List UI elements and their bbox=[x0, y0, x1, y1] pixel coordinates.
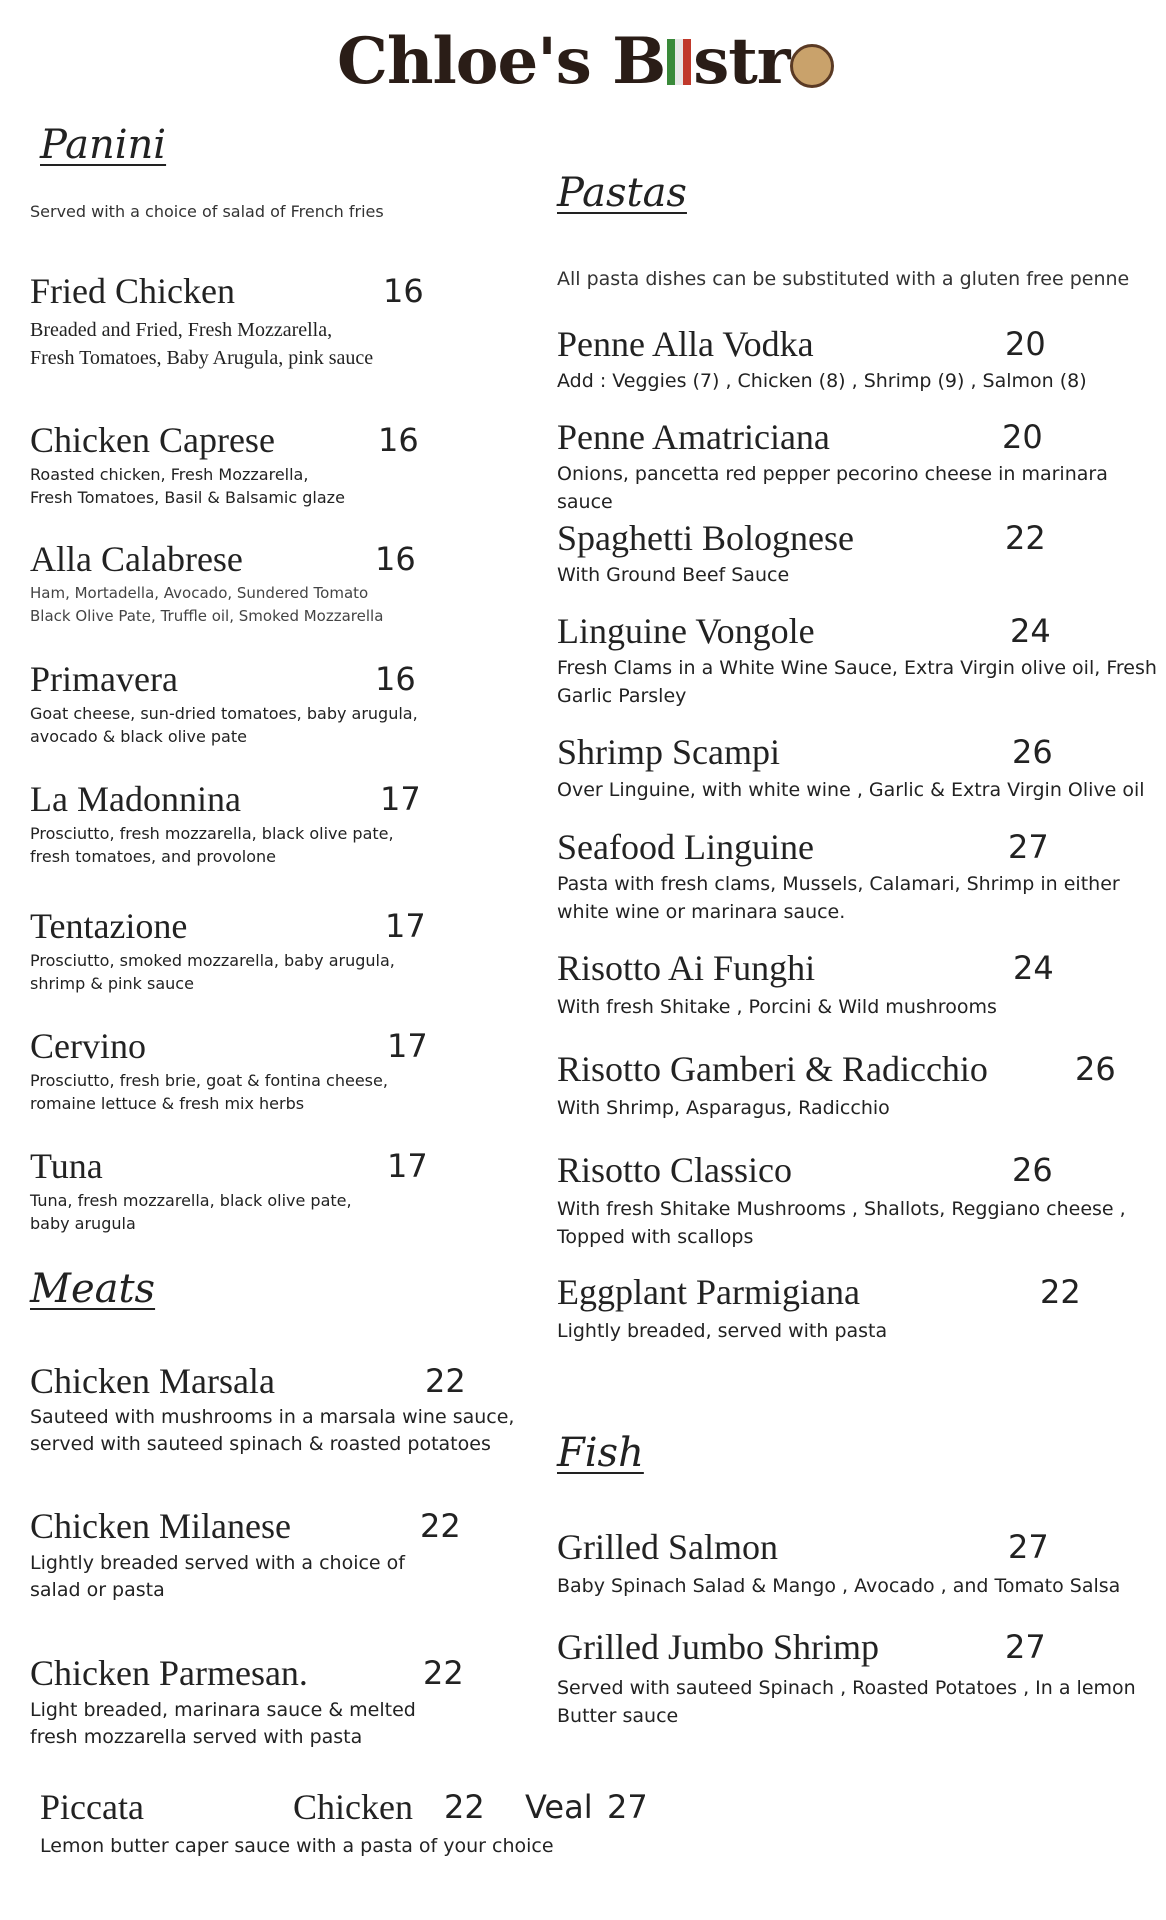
pasta-item-price: 24 bbox=[1010, 612, 1051, 650]
pasta-item-desc: Fresh Clams in a White Wine Sauce, Extra Virgin olive oil, Fresh Garlic Parsley bbox=[557, 657, 1157, 707]
fish-item-name: Grilled Jumbo Shrimp bbox=[557, 1627, 879, 1667]
meat-item-desc: Sauteed with mushrooms in a marsala wine sauce, served with sauteed spinach & roasted potatoes bbox=[30, 1406, 515, 1455]
pasta-item-name: Seafood Linguine bbox=[557, 827, 814, 867]
fish-item-desc: Baby Spinach Salad & Mango , Avocado , and Tomato Salsa bbox=[557, 1575, 1121, 1597]
fish-item-price: 27 bbox=[1008, 1528, 1049, 1566]
pasta-item-name: Linguine Vongole bbox=[557, 611, 815, 651]
pasta-item-desc: Over Linguine, with white wine , Garlic & Extra Virgin Olive oil bbox=[557, 779, 1145, 801]
panini-item-name: Primavera bbox=[30, 659, 178, 699]
panini-item-price: 17 bbox=[385, 907, 426, 945]
pasta-item-name: Shrimp Scampi bbox=[557, 732, 780, 772]
fish-item-price: 27 bbox=[1005, 1628, 1046, 1666]
pasta-item-price: 22 bbox=[1005, 519, 1046, 557]
meats-heading: Meats bbox=[30, 1266, 156, 1312]
pasta-item-desc: Lightly breaded, served with pasta bbox=[557, 1320, 888, 1342]
panini-item-desc: Prosciutto, fresh mozzarella, black olive pate, fresh tomatoes, and provolone bbox=[30, 824, 394, 866]
pasta-item-price: 27 bbox=[1008, 828, 1049, 866]
pasta-item-name: Penne Amatriciana bbox=[557, 417, 830, 457]
piccata-chicken-label: Chicken bbox=[293, 1787, 413, 1827]
meat-item-price: 22 bbox=[423, 1654, 464, 1692]
piccata-name: Piccata bbox=[40, 1787, 144, 1827]
pasta-item-price: 20 bbox=[1005, 325, 1046, 363]
panini-item-desc: Prosciutto, fresh brie, goat & fontina cheese, romaine lettuce & fresh mix herbs bbox=[30, 1071, 388, 1113]
panini-item-price: 16 bbox=[375, 660, 416, 698]
panini-item-name: Tuna bbox=[30, 1146, 103, 1186]
pasta-item-desc: Pasta with fresh clams, Mussels, Calamari, Shrimp in either white wine or marinara sauce. bbox=[557, 873, 1120, 923]
panini-item-name: Tentazione bbox=[30, 906, 188, 946]
pasta-item-desc: With Shrimp, Asparagus, Radicchio bbox=[557, 1097, 890, 1119]
pasta-item-desc: Add : Veggies (7) , Chicken (8) , Shrimp (9) , Salmon (8) bbox=[557, 370, 1087, 392]
panini-item-price: 17 bbox=[380, 780, 421, 818]
pasta-item-price: 26 bbox=[1012, 1151, 1053, 1189]
panini-item-name: Alla Calabrese bbox=[30, 539, 243, 579]
restaurant-logo bbox=[337, 24, 834, 99]
panini-note: Served with a choice of salad of French fries bbox=[30, 202, 384, 221]
panini-item-name: Chicken Caprese bbox=[30, 420, 275, 460]
meat-item-name: Chicken Milanese bbox=[30, 1506, 291, 1546]
pasta-item-name: Risotto Ai Funghi bbox=[557, 948, 816, 988]
panini-item-desc: Goat cheese, sun-dried tomatoes, baby arugula, avocado & black olive pate bbox=[30, 704, 418, 746]
pasta-item-desc: Onions, pancetta red pepper pecorino cheese in marinara sauce bbox=[557, 463, 1108, 513]
panini-item-name: Fried Chicken bbox=[30, 271, 235, 311]
panini-item-desc: Breaded and Fried, Fresh Mozzarella, Fresh Tomatoes, Baby Arugula, pink sauce bbox=[30, 319, 374, 369]
piccata-veal-price: 27 bbox=[607, 1788, 648, 1826]
piccata-desc: Lemon butter caper sauce with a pasta of your choice bbox=[40, 1835, 554, 1857]
italian-flag-icon bbox=[667, 39, 691, 85]
panini-item-desc: Roasted chicken, Fresh Mozzarella, Fresh Tomatoes, Basil & Balsamic glaze bbox=[30, 465, 345, 507]
pasta-item-price: 26 bbox=[1012, 733, 1053, 771]
pasta-item-name: Spaghetti Bolognese bbox=[557, 518, 854, 558]
panini-item-price: 16 bbox=[383, 272, 424, 310]
panini-item-name: Cervino bbox=[30, 1026, 146, 1066]
meat-item-desc: Light breaded, marinara sauce & melted fresh mozzarella served with pasta bbox=[30, 1699, 416, 1748]
pasta-item-desc: With fresh Shitake , Porcini & Wild mushrooms bbox=[557, 996, 997, 1018]
pasta-item-desc: With Ground Beef Sauce bbox=[557, 564, 790, 586]
pasta-item-price: 24 bbox=[1013, 949, 1054, 987]
panini-item-price: 16 bbox=[375, 540, 416, 578]
pasta-swirl-icon bbox=[790, 44, 834, 88]
pasta-item-name: Penne Alla Vodka bbox=[557, 324, 814, 364]
pasta-item-price: 20 bbox=[1002, 418, 1043, 456]
pasta-item-name: Risotto Gamberi & Radicchio bbox=[557, 1049, 988, 1089]
pasta-item-name: Eggplant Parmigiana bbox=[557, 1272, 860, 1312]
pasta-item-name: Risotto Classico bbox=[557, 1150, 793, 1190]
piccata-veal-label: Veal bbox=[525, 1788, 593, 1826]
panini-item-name: La Madonnina bbox=[30, 779, 241, 819]
pasta-item-price: 22 bbox=[1040, 1273, 1081, 1311]
meat-item-price: 22 bbox=[425, 1362, 466, 1400]
panini-item-price: 16 bbox=[378, 421, 419, 459]
pasta-item-price: 26 bbox=[1075, 1050, 1116, 1088]
fish-item-name: Grilled Salmon bbox=[557, 1527, 778, 1567]
panini-item-desc: Tuna, fresh mozzarella, black olive pate, baby arugula bbox=[30, 1191, 352, 1233]
pastas-heading: Pastas bbox=[557, 170, 687, 216]
fish-item-desc: Served with sauteed Spinach , Roasted Potatoes , In a lemon Butter sauce bbox=[557, 1677, 1136, 1727]
pastas-note: All pasta dishes can be substituted with a gluten free penne bbox=[557, 268, 1130, 290]
logo-text-b: str bbox=[693, 24, 790, 99]
panini-item-price: 17 bbox=[387, 1027, 428, 1065]
panini-heading: Panini bbox=[40, 122, 167, 168]
meat-item-price: 22 bbox=[420, 1507, 461, 1545]
meat-item-name: Chicken Marsala bbox=[30, 1361, 275, 1401]
meat-item-name: Chicken Parmesan. bbox=[30, 1653, 308, 1693]
fish-heading: Fish bbox=[557, 1430, 644, 1476]
panini-item-desc: Prosciutto, smoked mozzarella, baby arugula, shrimp & pink sauce bbox=[30, 951, 395, 993]
piccata-chicken-price: 22 bbox=[444, 1788, 485, 1826]
logo-text-a: Chloe's B bbox=[337, 24, 666, 99]
panini-item-price: 17 bbox=[387, 1147, 428, 1185]
meat-item-desc: Lightly breaded served with a choice of salad or pasta bbox=[30, 1552, 405, 1601]
pasta-item-desc: With fresh Shitake Mushrooms , Shallots, Reggiano cheese , Topped with scallops bbox=[557, 1198, 1126, 1248]
panini-item-desc: Ham, Mortadella, Avocado, Sundered Tomato Black Olive Pate, Truffle oil, Smoked Mozzarella bbox=[30, 584, 384, 625]
